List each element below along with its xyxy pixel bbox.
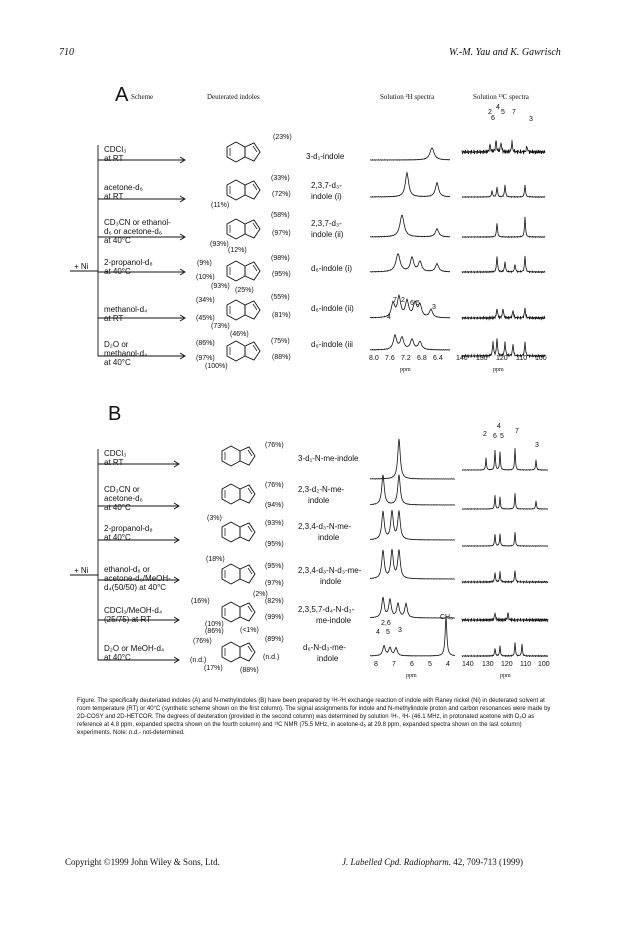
axis-unit: ppm bbox=[493, 367, 504, 373]
deuteration-percent: (n.d.) bbox=[263, 654, 280, 661]
deuteration-percent: (98%) bbox=[271, 255, 290, 262]
panel-b-compound: 2,3,5,7-d₄-N-d₃- me-indole bbox=[298, 605, 355, 625]
deuteration-percent: (93%) bbox=[210, 241, 229, 248]
panel-b-compound: d₆-N-d₃-me- indole bbox=[303, 643, 346, 663]
panel-a-letter: A bbox=[115, 84, 129, 106]
panel-a-condition: methanol-d₄ at RT bbox=[104, 305, 148, 323]
axis-unit: ppm bbox=[406, 673, 417, 679]
h2-spectrum-trace bbox=[370, 597, 455, 618]
c13-spectrum-trace bbox=[462, 613, 548, 622]
deuteration-percent: (16%) bbox=[191, 598, 210, 605]
axis-tick-label: 6 bbox=[410, 661, 414, 668]
deuteration-percent: (72%) bbox=[272, 191, 291, 198]
h2-spectrum-trace bbox=[370, 254, 450, 272]
indole-structure-b6 bbox=[222, 642, 255, 662]
footer-copyright: Copyright ©1999 John Wiley & Sons, Ltd. bbox=[65, 857, 220, 867]
panel-a-compound: d₆-indole (ii) bbox=[311, 304, 354, 313]
h2-spectrum-trace bbox=[370, 549, 455, 579]
indole-structure-a3 bbox=[227, 219, 260, 239]
c13-spectrum-trace bbox=[462, 185, 545, 198]
panel-b-letter: B bbox=[108, 403, 122, 425]
deuteration-percent: (95%) bbox=[265, 541, 284, 548]
h2-spectrum-trace bbox=[370, 335, 450, 350]
axis-unit: ppm bbox=[500, 673, 511, 679]
deuteration-percent: (11%) bbox=[211, 202, 230, 209]
axis-tick-label: 130 bbox=[476, 355, 488, 362]
peak-label: 5 bbox=[416, 300, 420, 307]
deuteration-percent: (55%) bbox=[271, 294, 290, 301]
page-number: 710 bbox=[59, 47, 74, 58]
figure-caption: Figure. The specifically deuteriated indoles (A) and N-methylindoles (B) have been prepared by ¹H-²H exchange reaction of indole with Raney nickel (Ni) in deuterated solvent at room temperature (RT) or 40°C (synthetic scheme shown on the first column). The signal assignments for indole and N-methylindole proton and carbon resonances were made by 2D-COSY and 2D-HETCOR. The degrees of deuteration (provided in the second column) was determined by solution ¹H-, ²H- (46.1 MHz, in protonated acetone with D₂O as reference at 4.8 ppm, expanded spectra shown on the fourth column) and ¹³C NMR (75.5 MHz, in acetone-d₆ at 29.8 ppm, expanded spectra shown on the last column) experiments. Note: n.d.- not-determined. bbox=[77, 698, 551, 736]
deuteration-percent: (<1%) bbox=[240, 627, 259, 634]
axis-tick-label: 140 bbox=[462, 661, 474, 668]
peak-label: 3 bbox=[529, 116, 533, 123]
peak-label: CH₃ bbox=[440, 614, 453, 621]
deuteration-percent: (99%) bbox=[265, 614, 284, 621]
axis-tick-label: 110 bbox=[520, 661, 532, 668]
h2-spectrum-trace bbox=[370, 295, 450, 318]
peak-label: 3 bbox=[398, 627, 402, 634]
deuteration-percent: (88%) bbox=[240, 667, 259, 674]
footer-journal: J. Labelled Cpd. Radiopharm. 42, 709-713 (1999) bbox=[342, 857, 523, 867]
indole-structure-a6 bbox=[227, 341, 260, 361]
deuteration-percent: (94%) bbox=[265, 502, 284, 509]
peak-label: 4 bbox=[497, 423, 501, 430]
peak-label: 3 bbox=[432, 304, 436, 311]
axis-tick-label: 6.4 bbox=[433, 355, 443, 362]
indole-structure-b4 bbox=[222, 564, 255, 584]
panel-a-compound: d₆-indole (i) bbox=[311, 264, 353, 273]
peak-label: 2 bbox=[488, 109, 492, 116]
panel-b-compound: 2,3,4-d₃-N-me- indole bbox=[298, 522, 352, 542]
axis-tick-label: 120 bbox=[496, 355, 508, 362]
c13-spectrum-trace bbox=[462, 217, 545, 238]
indole-structure-a2 bbox=[227, 180, 260, 200]
axis-tick-label: 110 bbox=[516, 355, 528, 362]
indole-structure-b5 bbox=[222, 602, 255, 622]
deuteration-percent: (93%) bbox=[211, 283, 230, 290]
axis-tick-label: 120 bbox=[501, 661, 513, 668]
panel-a-condition: acetone-d₆ at RT bbox=[104, 183, 143, 201]
deuteration-percent: (2%) bbox=[253, 591, 268, 598]
c13-spectrum-trace bbox=[462, 642, 548, 656]
deuteration-percent: (97%) bbox=[272, 230, 291, 237]
indole-structure-b3 bbox=[222, 522, 255, 542]
deuteration-percent: (34%) bbox=[196, 297, 215, 304]
c13-spectrum-trace bbox=[462, 571, 548, 583]
panel-b-ni-label: + Ni bbox=[74, 566, 89, 575]
deuteration-percent: (97%) bbox=[196, 355, 215, 362]
deuteration-percent: (89%) bbox=[265, 636, 284, 643]
h2-spectrum-trace bbox=[370, 148, 450, 160]
deuteration-percent: (33%) bbox=[271, 175, 290, 182]
running-head-authors: W.-M. Yau and K. Gawrisch bbox=[449, 47, 561, 58]
deuteration-percent: (100%) bbox=[205, 363, 228, 370]
panel-a-compound: d₆-indole (iii bbox=[311, 340, 353, 349]
deuteration-percent: (73%) bbox=[211, 323, 230, 330]
deuteration-percent: (97%) bbox=[265, 580, 284, 587]
deuteration-percent: (3%) bbox=[207, 515, 222, 522]
axis-tick-label: 7.2 bbox=[401, 355, 411, 362]
deuteration-percent: (86%) bbox=[196, 340, 215, 347]
peak-label: 5 bbox=[386, 629, 390, 636]
deuteration-percent: (76%) bbox=[193, 638, 212, 645]
panel-a-compound: 3-d₁-indole bbox=[306, 152, 345, 161]
deuteration-percent: (95%) bbox=[265, 563, 284, 570]
c13-spectrum-trace bbox=[462, 256, 545, 273]
h2-spectrum-trace bbox=[370, 439, 455, 479]
panel-b-compound: 2,3,4-d₃-N-d₃-me- indole bbox=[298, 566, 362, 586]
axis-tick-label: 140 bbox=[456, 355, 468, 362]
deuteration-percent: (45%) bbox=[196, 315, 215, 322]
panel-b-condition: CDCl₃ at RT bbox=[104, 449, 127, 467]
panel-b-condition: D₂O or MeOH-d₄ at 40°C bbox=[104, 644, 165, 662]
panel-b-condition: 2-propanol-d₈ at 40°C bbox=[104, 524, 153, 542]
axis-tick-label: 130 bbox=[482, 661, 494, 668]
c13-spectrum-trace bbox=[462, 338, 545, 357]
peak-label: 4 bbox=[496, 104, 500, 111]
deuteration-percent: (75%) bbox=[271, 338, 290, 345]
peak-label: 4 bbox=[376, 629, 380, 636]
deuteration-percent: (95%) bbox=[272, 271, 291, 278]
peak-label: 2 bbox=[483, 431, 487, 438]
panel-a-compound: 2,3,7-d₃- indole (i) bbox=[311, 181, 342, 201]
deuteration-percent: (23%) bbox=[273, 134, 292, 141]
c13-spectrum-trace bbox=[462, 308, 545, 320]
panel-b-condition: CD₃CN or acetone-d₆ at 40°C bbox=[104, 485, 143, 512]
peak-label: 7 bbox=[515, 428, 519, 435]
peak-label: 6 bbox=[493, 433, 497, 440]
axis-tick-label: 8 bbox=[374, 661, 378, 668]
deuteration-percent: (93%) bbox=[265, 520, 284, 527]
axis-tick-label: 100 bbox=[535, 355, 547, 362]
deuteration-percent: (12%) bbox=[228, 247, 247, 254]
panel-a-ni-label: + Ni bbox=[74, 262, 89, 271]
peak-label: 4 bbox=[387, 314, 391, 321]
panel-a-condition: D₂O or methanol-d₄ at 40°C bbox=[104, 340, 148, 367]
c13-spectrum-trace bbox=[462, 493, 548, 509]
c13-spectrum-trace bbox=[462, 448, 548, 470]
axis-tick-label: 100 bbox=[538, 661, 550, 668]
peak-label: 5 bbox=[501, 109, 505, 116]
deuteration-percent: (10%) bbox=[196, 274, 215, 281]
deuteration-percent: (17%) bbox=[204, 665, 223, 672]
axis-tick-label: 7.6 bbox=[385, 355, 395, 362]
panel-b-condition: ethanol-d₆ or acetone-d₆/MeOH- d₄(50/50) at 40°C bbox=[104, 565, 171, 592]
deuteration-percent: (46%) bbox=[230, 331, 249, 338]
peak-label: 6 bbox=[410, 300, 414, 307]
deuteration-percent: (86%) bbox=[205, 628, 224, 635]
indole-structure-b1 bbox=[222, 446, 255, 466]
deuteration-percent: (9%) bbox=[197, 260, 212, 267]
panel-a-scheme-heading: Scheme bbox=[131, 93, 154, 101]
peak-label: 2 bbox=[401, 297, 405, 304]
deuteration-percent: (82%) bbox=[265, 598, 284, 605]
axis-tick-label: 5 bbox=[428, 661, 432, 668]
axis-tick-label: 4 bbox=[446, 661, 450, 668]
axis-tick-label: 7 bbox=[392, 661, 396, 668]
deuteration-percent: (18%) bbox=[206, 556, 225, 563]
h2-spectrum-trace bbox=[370, 215, 450, 237]
panel-a-c13-heading: Solution ¹³C spectra bbox=[473, 93, 529, 101]
axis-tick-label: 6.8 bbox=[417, 355, 427, 362]
panel-b-compound: 2,3-d₂-N-me- indole bbox=[298, 485, 345, 505]
peak-label: 3 bbox=[535, 442, 539, 449]
panel-b-condition: CDCl₃/MeOH-d₄ (25/75) at RT bbox=[104, 606, 163, 624]
deuteration-percent: (25%) bbox=[235, 287, 254, 294]
panel-a-condition: CDCl₃ at RT bbox=[104, 145, 127, 163]
deuteration-percent: (10%) bbox=[205, 621, 224, 628]
peak-label: 6 bbox=[491, 115, 495, 122]
h2-spectrum-trace bbox=[370, 616, 455, 656]
panel-b-compound: 3-d₁-N-me-indole bbox=[298, 454, 359, 463]
peak-label: 7 bbox=[512, 109, 516, 116]
deuteration-percent: (81%) bbox=[272, 312, 291, 319]
panel-a-condition: 2-propanol-d₈ at 40°C bbox=[104, 258, 153, 276]
indole-structure-b2 bbox=[222, 484, 255, 504]
deuteration-percent: (76%) bbox=[265, 442, 284, 449]
peak-label: 2,6 bbox=[381, 620, 391, 627]
c13-spectrum-trace bbox=[462, 140, 545, 154]
indole-structure-a1 bbox=[227, 142, 260, 162]
panel-a-compound: 2,3,7-d₃- indole (ii) bbox=[311, 219, 344, 239]
h2-spectrum-trace bbox=[370, 510, 455, 540]
h2-spectrum-trace bbox=[370, 173, 450, 198]
panel-a-h2-heading: Solution ²H spectra bbox=[380, 93, 435, 101]
peak-label: 7 bbox=[393, 297, 397, 304]
deuteration-percent: (76%) bbox=[265, 482, 284, 489]
panel-a-condition: CD₃CN or ethanol- d₆ or acetone-d₆ at 40°C bbox=[104, 218, 171, 245]
deuteration-percent: (88%) bbox=[272, 354, 291, 361]
deuteration-percent: (n.d.) bbox=[190, 657, 207, 664]
peak-label: 5 bbox=[500, 433, 504, 440]
panel-a-indoles-heading: Deuterated indoles bbox=[207, 93, 260, 101]
c13-spectrum-trace bbox=[462, 532, 548, 546]
indole-structure-a4 bbox=[227, 261, 260, 281]
axis-unit: ppm bbox=[400, 367, 411, 373]
indole-structure-a5 bbox=[227, 300, 260, 320]
deuteration-percent: (58%) bbox=[271, 212, 290, 219]
axis-tick-label: 8.0 bbox=[369, 355, 379, 362]
